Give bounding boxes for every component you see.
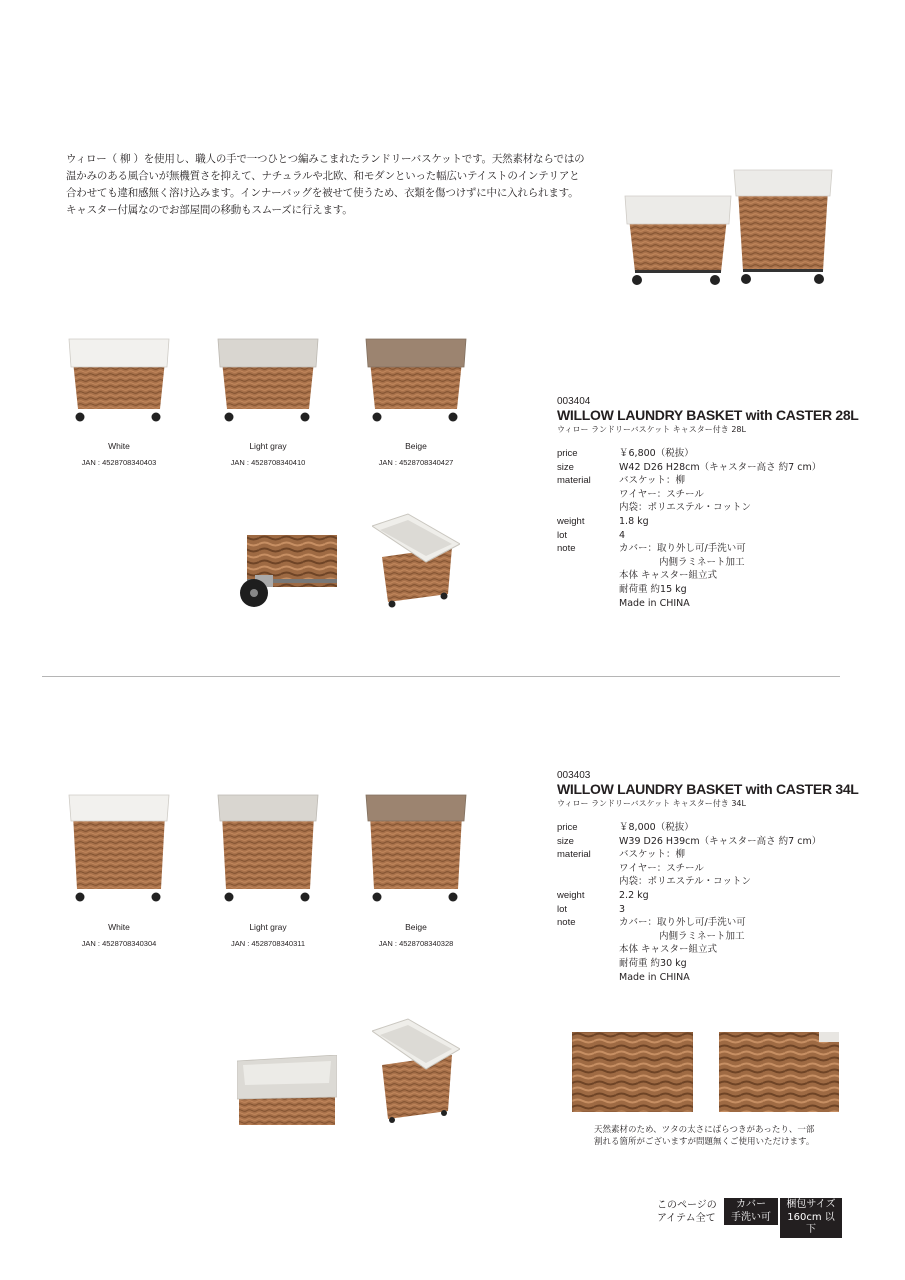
badge-line: 160cm 以下 [787, 1211, 835, 1235]
variant-jan: JAN : 4528708340328 [378, 939, 454, 948]
hero-basket-34l-image [733, 168, 833, 288]
product-code: 003404 [557, 396, 591, 407]
spec-note: Made in CHINA [619, 597, 690, 609]
variant-jan: JAN : 4528708340304 [81, 939, 157, 948]
spec-label: material [557, 849, 591, 861]
intro-text [66, 151, 586, 219]
variant-name: White [108, 922, 130, 932]
caster-detail-image [237, 535, 337, 610]
spec-lot: 3 [619, 903, 626, 915]
spec-price: ￥6,800（税抜） [619, 448, 694, 459]
basket-34l-white-image [68, 793, 170, 908]
intro-line: キャスター付属なのでお部屋間の移動もスムーズに行えます。 [66, 204, 353, 216]
spec-price: ￥8,000（税抜） [619, 822, 694, 833]
material-note [594, 1124, 814, 1148]
section-divider [42, 676, 840, 677]
badge-line: 手洗い可 [731, 1211, 771, 1223]
product-spec-28l [557, 396, 857, 610]
spec-note: カバー：取り外し可/手洗い可 [619, 917, 746, 929]
inner-bag-34l-detail-image [372, 1017, 460, 1123]
variant-name: Beige [405, 441, 427, 451]
variant-name: Light gray [249, 922, 287, 932]
spec-material: 内袋：ポリエステル・コットン [619, 502, 751, 514]
spec-weight: 2.2 kg [619, 889, 649, 901]
product-spec-34l [557, 770, 857, 984]
spec-material: ワイヤー：スチール [619, 862, 704, 874]
spec-note: 本体 キャスター組立式 [619, 570, 718, 582]
spec-label: material [557, 475, 591, 487]
spec-material: 内袋：ポリエステル・コットン [619, 876, 751, 888]
material-note-line: 天然素材のため、ツタの太さにばらつきがあったり、一部 [594, 1125, 815, 1135]
basket-34l-beige-image [365, 793, 467, 908]
spec-label: lot [557, 903, 568, 915]
variant-jan: JAN : 4528708340410 [230, 458, 306, 467]
package-size-badge [780, 1198, 842, 1238]
liner-top-detail-image [237, 1055, 337, 1125]
spec-material: バスケット：柳 [619, 475, 686, 487]
intro-line: 合わせても違和感無く溶け込みます。インナーバッグを被せて使うため、衣類を傷つけずに中に入れられます。 [66, 187, 579, 199]
spec-note: 耐荷重 約30 kg [619, 957, 687, 969]
spec-lot: 4 [619, 529, 626, 541]
variant-jan: JAN : 4528708340427 [378, 458, 454, 467]
product-title: WILLOW LAUNDRY BASKET with CASTER 28L [557, 407, 859, 423]
spec-note: 内側ラミネート加工 [659, 930, 745, 942]
hero-basket-28l-image [623, 190, 733, 288]
wicker-closeup-image [572, 1032, 693, 1112]
footer-line: アイテム全て [657, 1212, 716, 1224]
variant-name: White [108, 441, 130, 451]
spec-label: size [557, 835, 574, 847]
spec-note: 耐荷重 約15 kg [619, 583, 687, 595]
badge-line: 梱包サイズ [786, 1199, 836, 1210]
hand-wash-badge [724, 1198, 778, 1225]
product-code: 003403 [557, 770, 591, 781]
spec-label: price [557, 448, 578, 459]
material-note-line: 割れる箇所がございますが問題無くご使用いただけます。 [594, 1137, 815, 1147]
basket-28l-beige-image [365, 337, 467, 427]
spec-note: カバー：取り外し可/手洗い可 [619, 543, 746, 555]
spec-material: ワイヤー：スチール [619, 488, 704, 500]
basket-28l-lightgray-image [217, 337, 319, 427]
spec-label: note [557, 543, 576, 555]
spec-label: note [557, 917, 576, 929]
variant-name: Light gray [249, 441, 287, 451]
inner-bag-detail-image [372, 512, 460, 608]
spec-label: weight [557, 889, 585, 901]
basket-28l-white-image [68, 337, 170, 427]
basket-34l-lightgray-image [217, 793, 319, 908]
spec-label: lot [557, 529, 568, 541]
spec-size: W39 D26 H39cm（キャスター高さ 約7 cm） [619, 835, 822, 847]
variant-jan: JAN : 4528708340403 [81, 458, 157, 467]
spec-weight: 1.8 kg [619, 515, 649, 527]
product-title: WILLOW LAUNDRY BASKET with CASTER 34L [557, 781, 859, 797]
footer-label [657, 1200, 717, 1225]
footer-line: このページの [657, 1200, 717, 1211]
badge-line: カバー [736, 1199, 766, 1210]
spec-material: バスケット：柳 [619, 849, 686, 861]
product-subtitle: ウィロー ランドリーバスケット キャスター付き 34L [557, 799, 746, 808]
intro-line: ウィロー（ 柳 ）を使用し、職人の手で一つひとつ編みこまれたランドリーバスケットです。天然素材ならではの [66, 153, 585, 165]
spec-size: W42 D26 H28cm（キャスター高さ 約7 cm） [619, 461, 822, 473]
spec-note: 内側ラミネート加工 [659, 556, 745, 568]
variant-jan: JAN : 4528708340311 [230, 939, 306, 948]
spec-label: size [557, 461, 574, 473]
spec-note: 本体 キャスター組立式 [619, 944, 718, 956]
variant-name: Beige [405, 922, 427, 932]
spec-label: price [557, 822, 578, 833]
intro-line: 温かみのある風合いが無機質さを抑えて、ナチュラルや北欧、和モダンといった幅広いテイストのインテリアと [66, 170, 580, 182]
wicker-edge-closeup-image [719, 1032, 839, 1112]
spec-note: Made in CHINA [619, 971, 690, 983]
product-subtitle: ウィロー ランドリーバスケット キャスター付き 28L [557, 425, 746, 434]
spec-label: weight [557, 515, 585, 527]
